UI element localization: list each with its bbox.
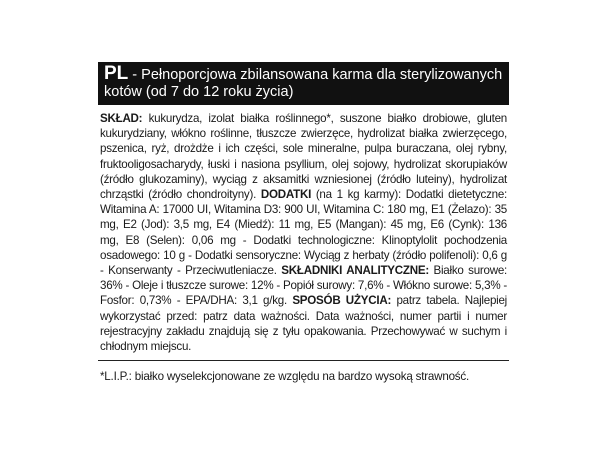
dodatki-text: (na 1 kg karmy): Dodatki dietetyczne: Witamina A: 17000 UI, Witamina D3: 900 UI, Witamina C: 180 mg, E1 (Żelazo): 35 mg, E2 (Jod): 3,5 mg, E4 (Miedź): 11 mg, E5 (Mangan): 45 mg, E6 (Cynk): 136 mg, E8 (Selen): 0,06 mg - Dodatki technologiczne: Klinoptylolit pochodzenia osadowego: 10 g - Dodatki sensoryczne: Wyciąg z herbaty (źródło polifenoli): 0,6 g - Konserwanty - Przeciwutleniacze. (100, 188, 507, 278)
sposob-text: patrz tabela. Najlepiej wykorzystać przed: patrz data ważności. Data ważności, numer partii i numer rejestracyjny zakładu znajdują się z tyłu opakowania. Przechowywać w suchym i chłodnym miejscu. (100, 294, 508, 354)
sposob-label: SPOSÓB UŻYCIA: (292, 294, 392, 308)
dodatki-label: DODATKI (260, 188, 312, 202)
language-code: PL (104, 63, 129, 84)
label-header (98, 62, 509, 105)
footnote: *L.I.P.: białko wyselekcjonowane ze względu na bardzo wysoką strawność. (100, 370, 470, 384)
product-title: - Pełnoporcjowa zbilansowana karma dla sterylizowanych kotów (od 7 do 12 roku życia) (104, 67, 503, 100)
sklad-label: SKŁAD: (100, 112, 143, 125)
analityczne-text: Białko surowe: 36% - Oleje i tłuszcze surowe: 12% - Popiół surowy: 7,6% - Włókno surowe: 5,3% - Fosfor: 0,73% - EPA/DHA: 3,1 g/kg. (100, 264, 507, 308)
product-label (98, 62, 509, 384)
sklad-text: kukurydza, izolat białka roślinnego*, suszone białko drobiowe, gluten kukurydziany, włókno roślinne, tłuszcze zwierzęce, hydrolizat białka zwierzęcego, pszenica, ryż, drożdże i ich części, sole mineralne, pulpa buraczana, olej rybny, fruktooligosacharydy, łuski i nasiona psyllium, olej sojowy, hydrolizat skorupiaków (źródło glukozaminy), wyciąg z aksamitki wzniesionej (źródło luteiny), hydrolizat chrząstki (źródło chondroityny). (100, 112, 507, 202)
ingredients-block (98, 105, 509, 361)
analityczne-label: SKŁADNIKI ANALITYCZNE: (281, 264, 429, 278)
